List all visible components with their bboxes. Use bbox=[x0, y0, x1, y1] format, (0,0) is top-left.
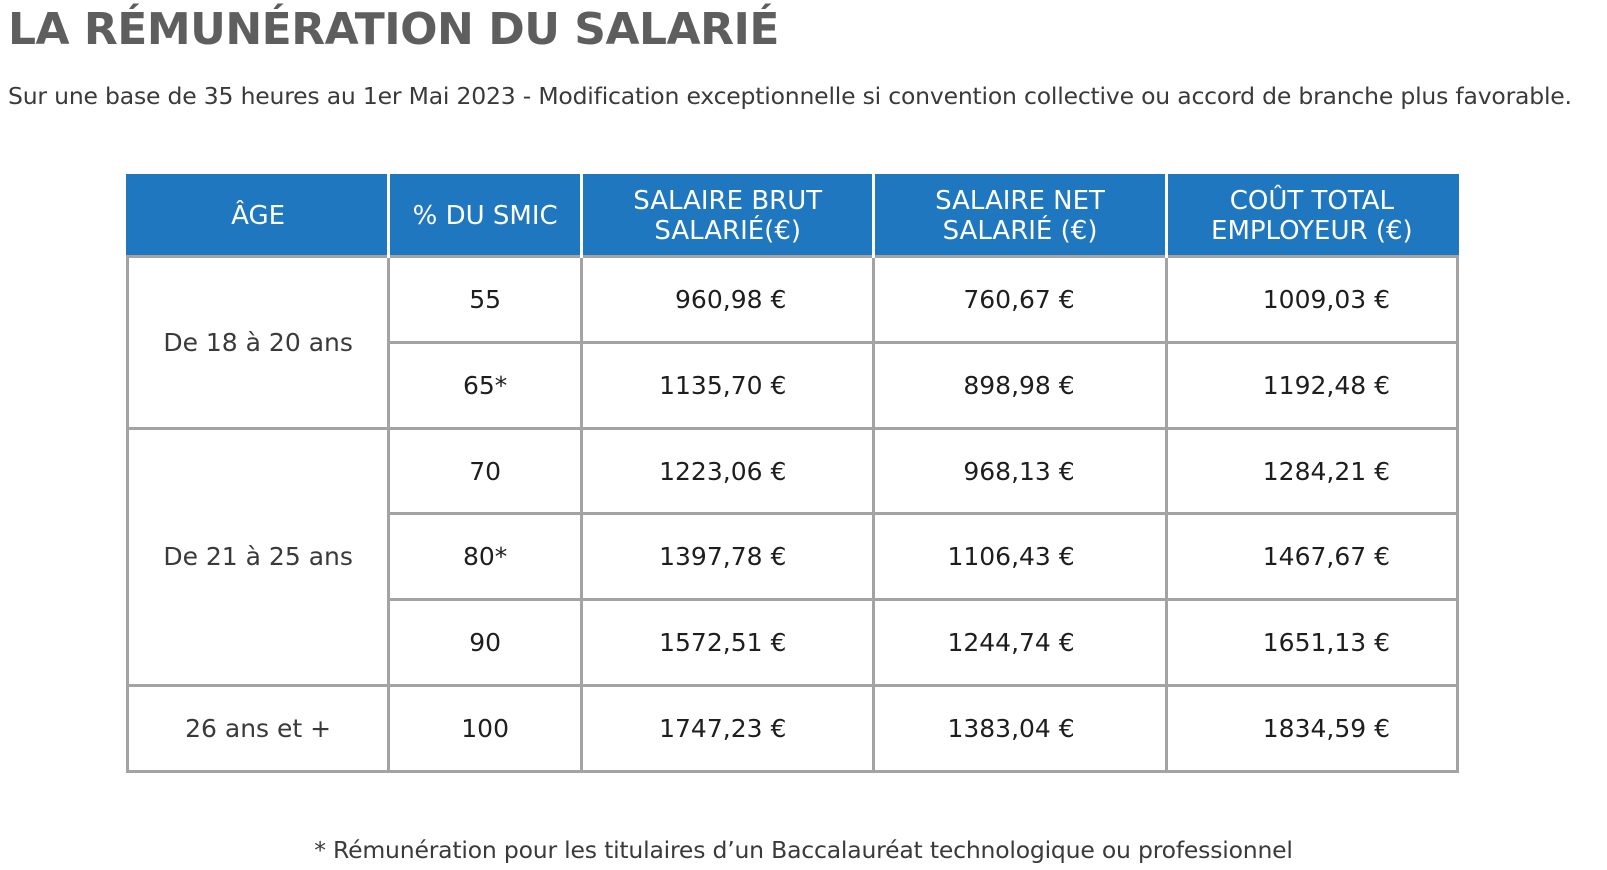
header-net-salary bbox=[874, 176, 1166, 257]
net-salary-cell: 898,98 € bbox=[874, 342, 1166, 428]
header-age-label: ÂGE bbox=[231, 201, 286, 231]
header-age bbox=[128, 176, 389, 257]
footnote: * Rémunération pour les titulaires d’un Baccalauréat technologique ou professionnel bbox=[314, 836, 1293, 864]
header-gross-line2: SALARIÉ(€) bbox=[654, 216, 802, 246]
table-row bbox=[128, 428, 1458, 514]
net-salary-cell: 1244,74 € bbox=[874, 600, 1166, 686]
table-row bbox=[128, 686, 1458, 772]
pct-smic-cell: 90 bbox=[389, 600, 582, 686]
net-salary-cell: 1106,43 € bbox=[874, 514, 1166, 600]
net-salary-cell: 760,67 € bbox=[874, 257, 1166, 343]
header-cost-line2: EMPLOYEUR (€) bbox=[1211, 216, 1413, 246]
gross-salary-cell: 1397,78 € bbox=[582, 514, 874, 600]
gross-salary-cell: 1747,23 € bbox=[582, 686, 874, 772]
header-gross-line1: SALAIRE BRUT bbox=[633, 186, 823, 216]
employer-cost-cell: 1834,59 € bbox=[1166, 686, 1457, 772]
gross-salary-cell: 960,98 € bbox=[582, 257, 874, 343]
employer-cost-cell: 1192,48 € bbox=[1166, 342, 1457, 428]
pct-smic-cell: 70 bbox=[389, 428, 582, 514]
page-title: LA RÉMUNÉRATION DU SALARIÉ bbox=[8, 4, 779, 55]
net-salary-cell: 1383,04 € bbox=[874, 686, 1166, 772]
gross-salary-cell: 1135,70 € bbox=[582, 342, 874, 428]
pct-smic-cell: 55 bbox=[389, 257, 582, 343]
header-employer-cost bbox=[1166, 176, 1457, 257]
gross-salary-cell: 1572,51 € bbox=[582, 600, 874, 686]
header-net-line2: SALARIÉ (€) bbox=[942, 216, 1098, 246]
age-group-cell: De 18 à 20 ans bbox=[128, 257, 389, 429]
header-net-line1: SALAIRE NET bbox=[935, 186, 1105, 216]
pct-smic-cell: 100 bbox=[389, 686, 582, 772]
salary-table bbox=[126, 174, 1459, 773]
age-group-cell: 26 ans et + bbox=[128, 686, 389, 772]
employer-cost-cell: 1651,13 € bbox=[1166, 600, 1457, 686]
net-salary-cell: 968,13 € bbox=[874, 428, 1166, 514]
employer-cost-cell: 1009,03 € bbox=[1166, 257, 1457, 343]
header-pct-smic bbox=[389, 176, 582, 257]
gross-salary-cell: 1223,06 € bbox=[582, 428, 874, 514]
header-gross-salary bbox=[582, 176, 874, 257]
employer-cost-cell: 1467,67 € bbox=[1166, 514, 1457, 600]
header-row bbox=[128, 176, 1458, 257]
page-subtitle: Sur une base de 35 heures au 1er Mai 2023 - Modification exceptionnelle si convention collective ou accord de branche plus favorable. bbox=[8, 82, 1572, 110]
header-pct-smic-label: % DU SMIC bbox=[412, 201, 558, 231]
employer-cost-cell: 1284,21 € bbox=[1166, 428, 1457, 514]
header-cost-line1: COÛT TOTAL bbox=[1229, 186, 1394, 216]
table-header bbox=[128, 176, 1458, 257]
age-group-cell: De 21 à 25 ans bbox=[128, 428, 389, 685]
table-row bbox=[128, 257, 1458, 343]
pct-smic-cell: 80* bbox=[389, 514, 582, 600]
table-body bbox=[128, 257, 1458, 772]
pct-smic-cell: 65* bbox=[389, 342, 582, 428]
